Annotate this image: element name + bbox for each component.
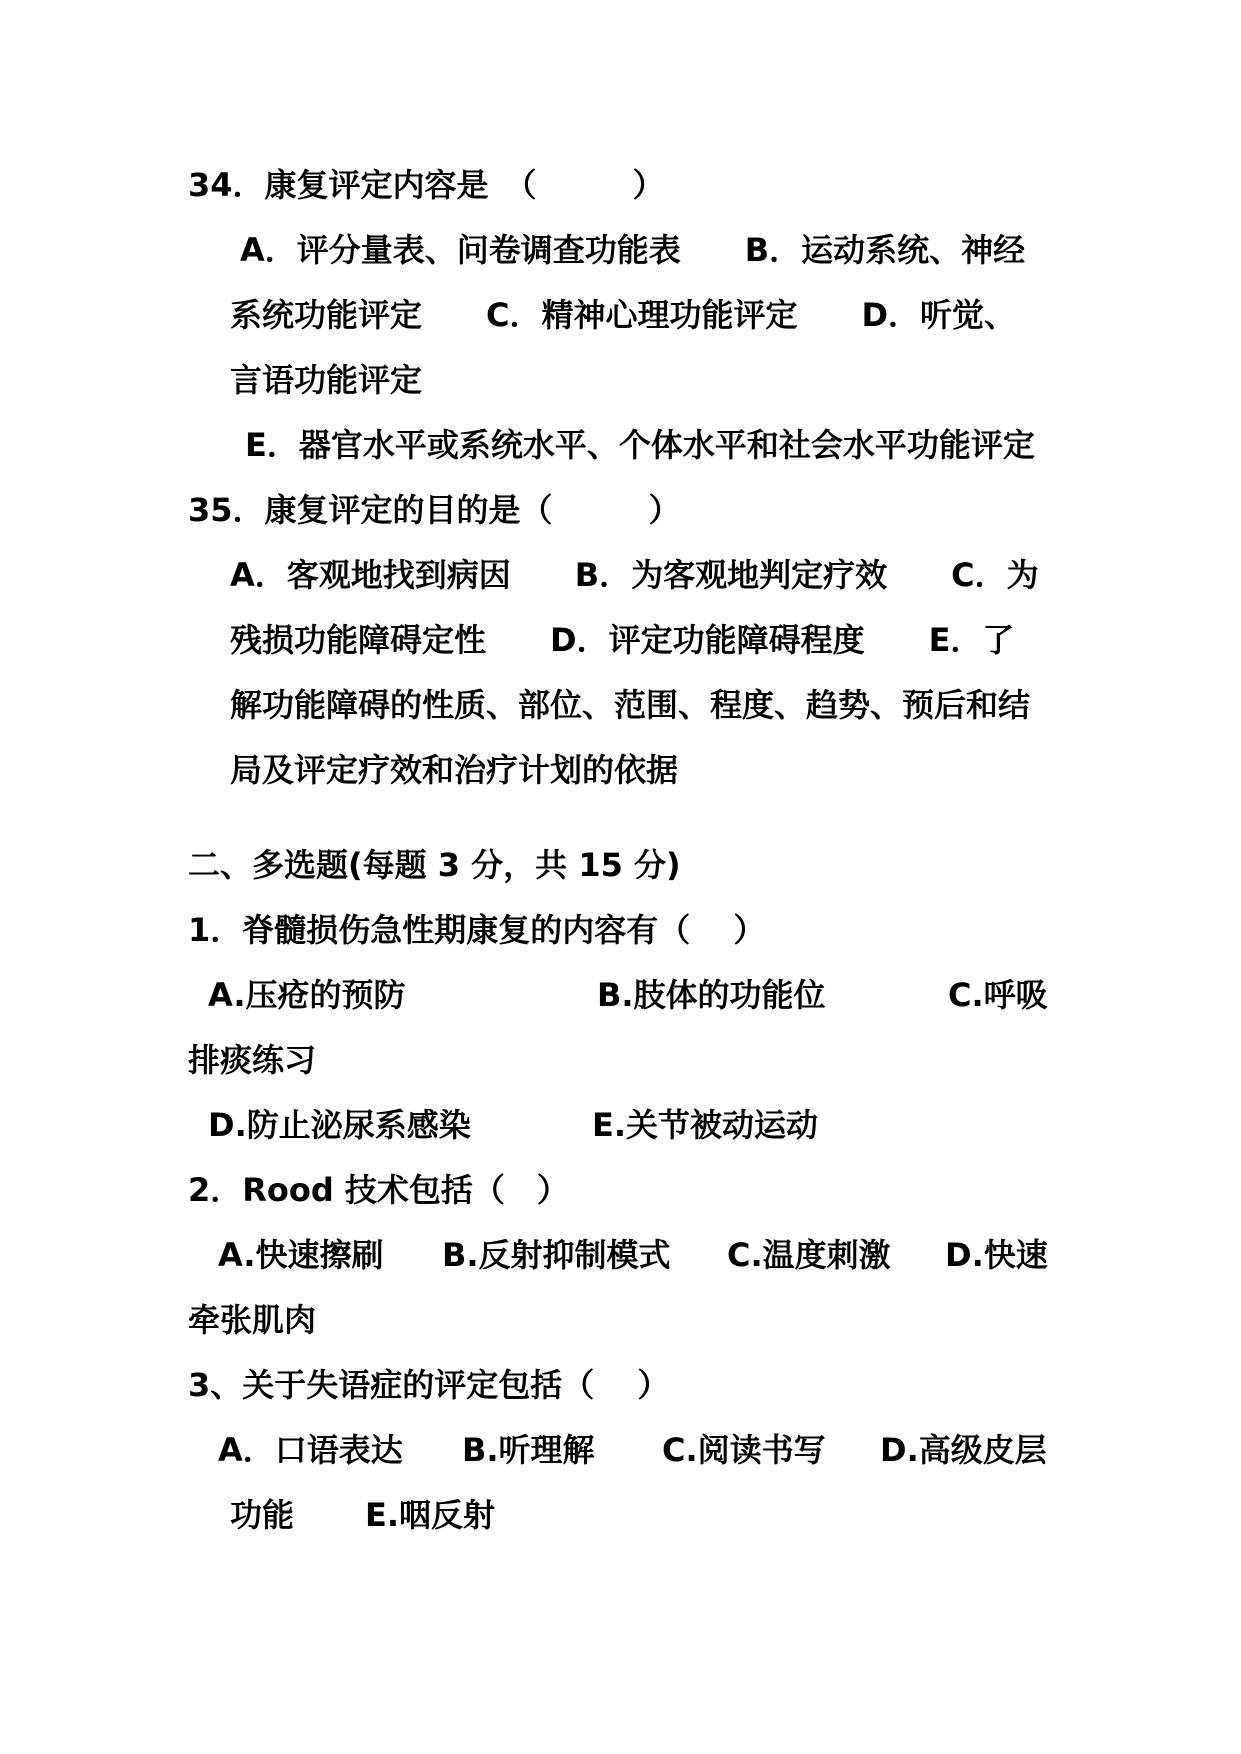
q34-option-e: E．器官水平或系统水平、个体水平和社会水平功能评定 <box>245 426 1035 464</box>
m3-option-a: A．口语表达 <box>218 1431 403 1469</box>
q34-options-line-2: 系统功能评定 C．精神心理功能评定 D．听觉、 <box>230 296 1017 334</box>
q34-stem: 34．康复评定内容是 （ ） <box>188 166 665 204</box>
q35-options-line-2: 残损功能障碍定性 D．评定功能障碍程度 E．了 <box>230 621 1015 659</box>
q35-options-line-1: A．客观地找到病因 B．为客观地判定疗效 C．为 <box>230 556 1039 594</box>
m2-option-a: A.快速擦刷 <box>218 1236 384 1274</box>
m3-stem: 3、关于失语症的评定包括（ ） <box>188 1366 670 1404</box>
q34-options-line-3: 言语功能评定 <box>230 361 423 399</box>
section-2-title: 二、多选题(每题 3 分，共 15 分) <box>188 846 681 884</box>
m3-option-d-wrap: 功能 <box>230 1496 295 1534</box>
m3-option-c: C.阅读书写 <box>662 1431 826 1469</box>
m2-option-c: C.温度刺激 <box>727 1236 891 1274</box>
q35-stem: 35．康复评定的目的是（ ） <box>188 491 681 529</box>
q34-options-line-1: A．评分量表、问卷调查功能表 B．运动系统、神经 <box>240 231 1026 269</box>
m1-option-c-wrap: 排痰练习 <box>188 1041 317 1079</box>
m3-option-b: B.听理解 <box>462 1431 595 1469</box>
m1-option-c: C.呼吸 <box>948 976 1048 1014</box>
m1-stem: 1．脊髓损伤急性期康复的内容有（ ） <box>188 911 766 949</box>
m2-option-d-wrap: 牵张肌肉 <box>188 1301 317 1339</box>
m3-option-d: D.高级皮层 <box>880 1431 1047 1469</box>
m1-option-e: E.关节被动运动 <box>592 1106 819 1144</box>
q35-options-line-4: 局及评定疗效和治疗计划的依据 <box>230 751 679 789</box>
m1-option-b: B.肢体的功能位 <box>597 976 826 1014</box>
m3-option-e: E.咽反射 <box>365 1496 496 1534</box>
m1-option-a: A.压疮的预防 <box>208 976 406 1014</box>
m1-option-d: D.防止泌尿系感染 <box>208 1106 471 1144</box>
m2-option-b: B.反射抑制模式 <box>442 1236 671 1274</box>
m2-option-d: D.快速 <box>945 1236 1048 1274</box>
m2-stem: 2．Rood 技术包括（ ） <box>188 1171 569 1209</box>
q35-options-line-3: 解功能障碍的性质、部位、范围、程度、趋势、预后和结 <box>230 686 1031 724</box>
